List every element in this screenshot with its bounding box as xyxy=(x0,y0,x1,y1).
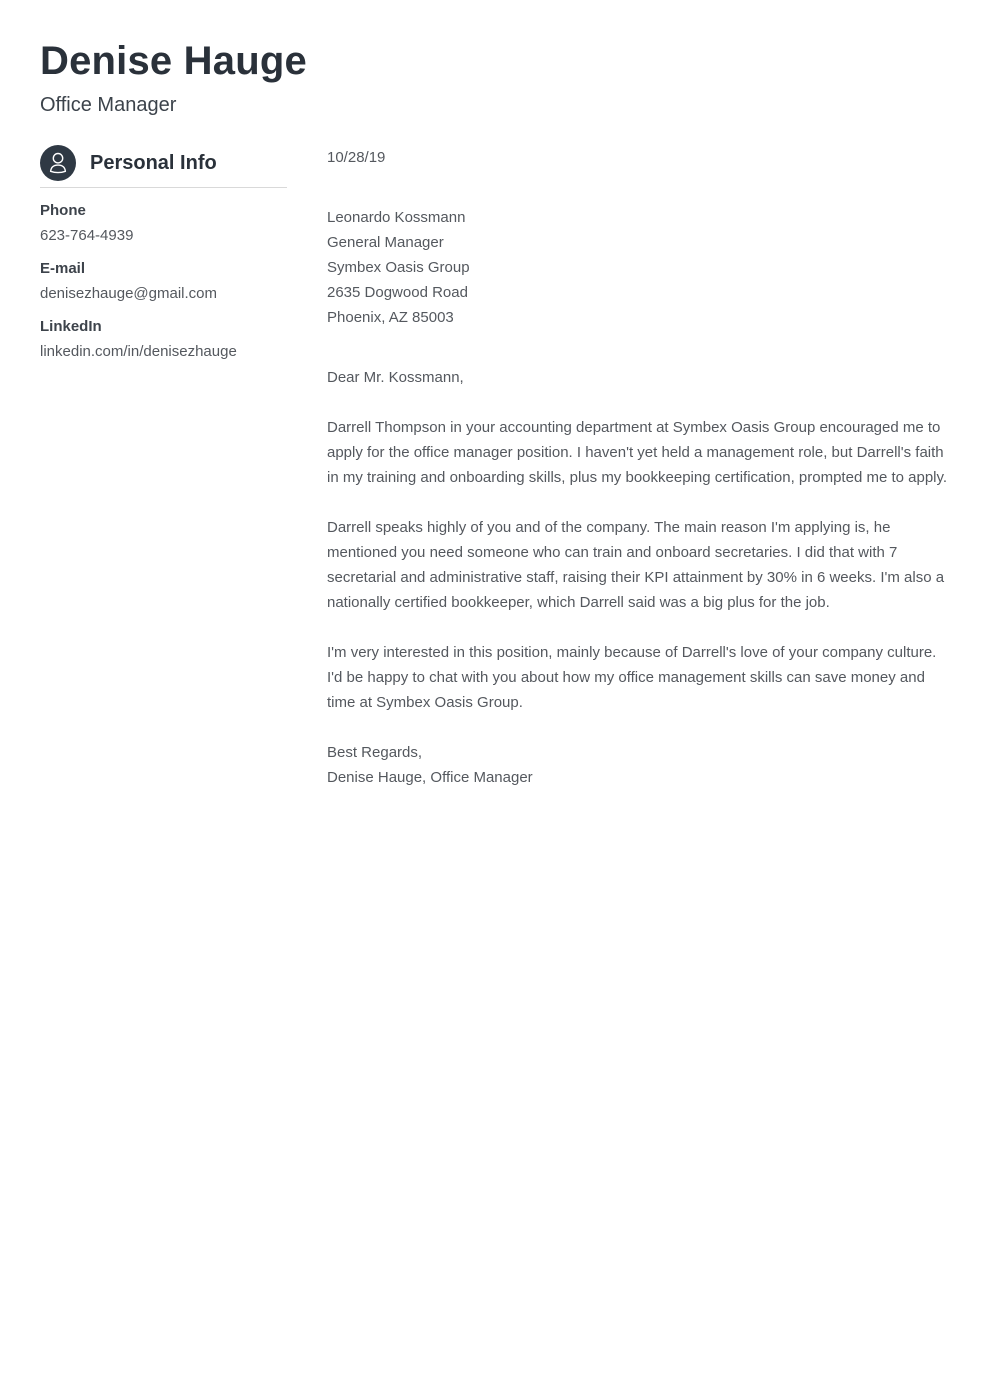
closing-line: Denise Hauge, Office Manager xyxy=(327,769,533,786)
contact-list xyxy=(40,198,287,364)
contact-value: denisezhauge@gmail.com xyxy=(40,285,217,302)
sidebar xyxy=(40,145,287,790)
person-icon xyxy=(40,145,76,181)
recipient-line: General Manager xyxy=(327,234,444,251)
recipient-block xyxy=(327,205,950,330)
personal-info-header xyxy=(40,145,287,181)
section-divider xyxy=(40,187,287,188)
section-title: Personal Info xyxy=(90,151,217,174)
contact-value: 623-764-4939 xyxy=(40,227,134,244)
contact-label: LinkedIn xyxy=(40,318,102,335)
contact-item xyxy=(40,314,287,364)
content-columns xyxy=(40,145,950,790)
salutation: Dear Mr. Kossmann, xyxy=(327,369,464,386)
job-subtitle: Office Manager xyxy=(40,94,177,116)
letter-date: 10/28/19 xyxy=(327,149,386,166)
letter-paragraph: Darrell Thompson in your accounting department at Symbex Oasis Group encouraged me to apply for the office manager position. I haven't yet held a management role, but Darrell's faith in my training and onboarding skills, plus my bookkeeping certification, prompted me to apply. xyxy=(327,419,948,486)
recipient-line: Phoenix, AZ 85003 xyxy=(327,309,454,326)
contact-label: E-mail xyxy=(40,260,86,277)
contact-value: linkedin.com/in/denisezhauge xyxy=(40,343,237,360)
letter-body xyxy=(327,145,950,790)
letter-paragraph: I'm very interested in this position, mainly because of Darrell's love of your company culture. I'd be happy to chat with you about how my office management skills can save money and time at Symbex Oasis Group. xyxy=(327,644,937,711)
contact-item xyxy=(40,256,287,306)
recipient-line: Leonardo Kossmann xyxy=(327,209,466,226)
header xyxy=(40,38,950,117)
closing-block xyxy=(327,740,950,790)
recipient-line: Symbex Oasis Group xyxy=(327,259,470,276)
recipient-line: 2635 Dogwood Road xyxy=(327,284,468,301)
page-title: Denise Hauge xyxy=(40,39,307,83)
letter-paragraph: Darrell speaks highly of you and of the company. The main reason I'm applying is, he mentioned you need someone who can train and onboard secretaries. I did that with 7 secretarial and administrative staff, raising their KPI attainment by 30% in 6 weeks. I'm also a nationally certified bookkeeper, which Darrell said was a big plus for the job. xyxy=(327,519,945,611)
contact-label: Phone xyxy=(40,202,86,219)
contact-item xyxy=(40,198,287,248)
closing-line: Best Regards, xyxy=(327,744,423,761)
letter-paragraphs xyxy=(327,415,950,715)
